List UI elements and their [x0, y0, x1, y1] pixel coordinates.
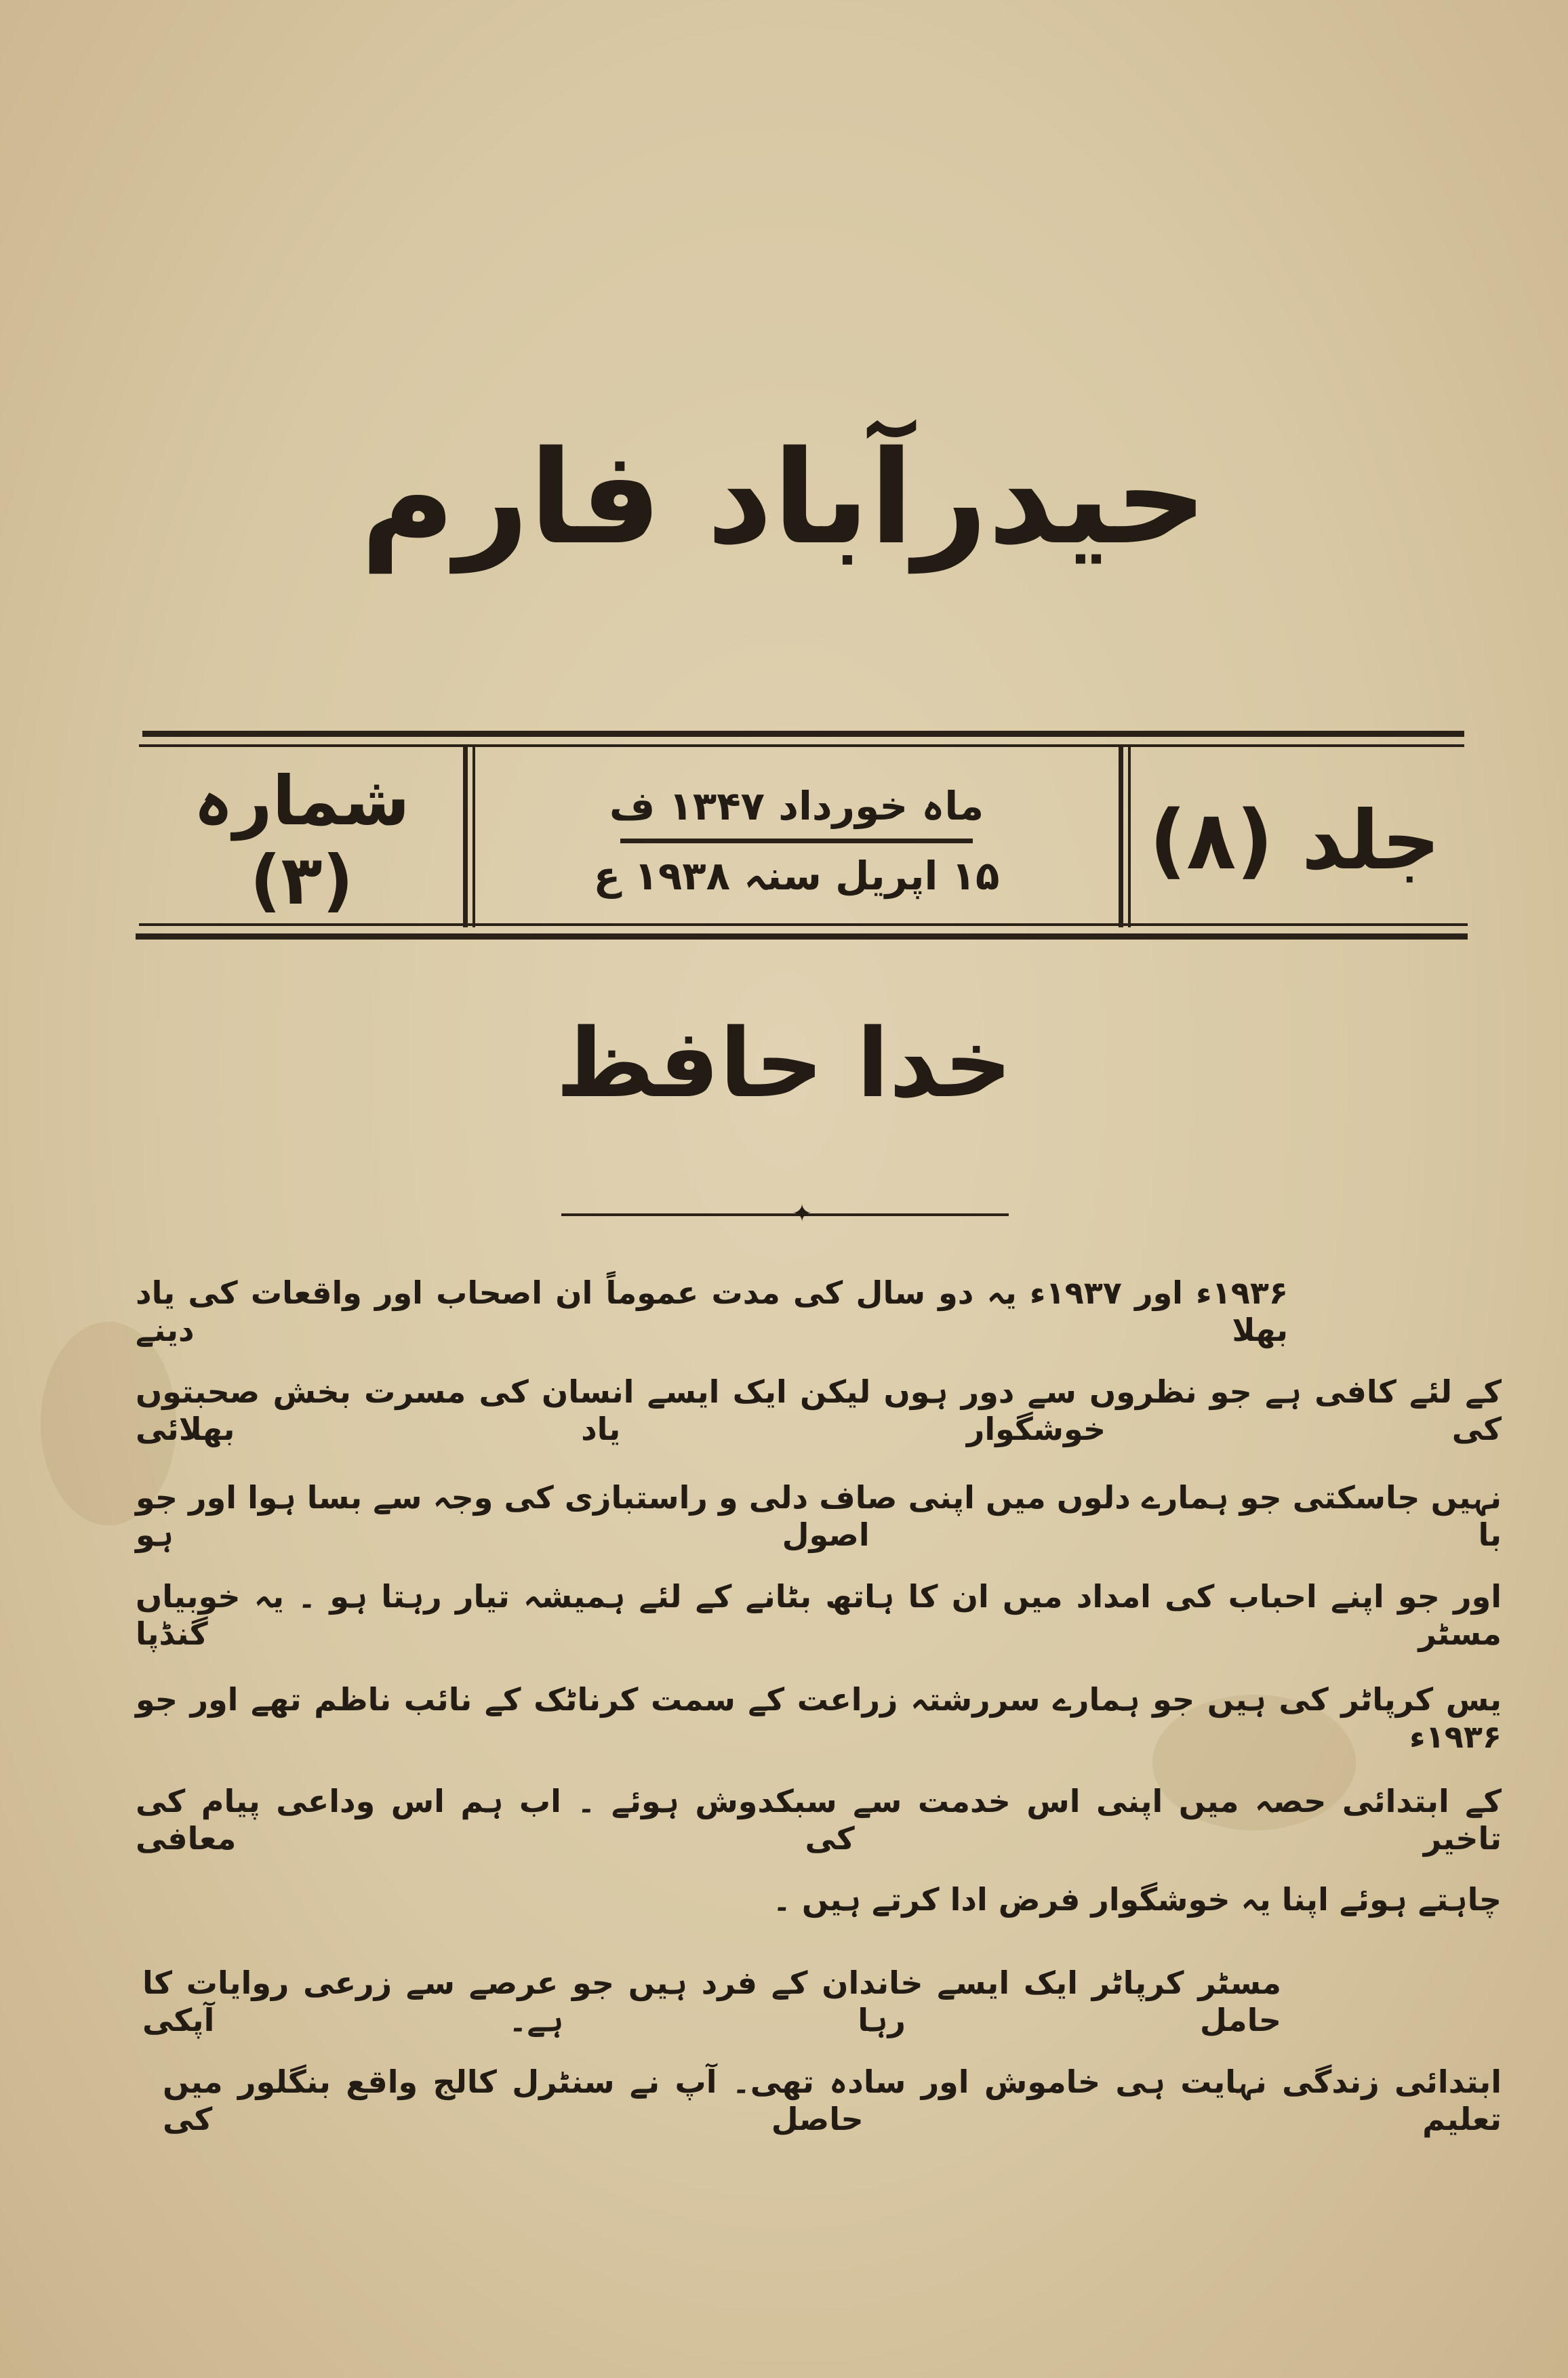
- body-line: کے لئے کافی ہے جو نظروں سے دور ہوں لیکن ایک ایسے انسان کی مسرت بخش صحبتوں کی خوشگوار یاد بھلائی: [136, 1373, 1502, 1448]
- separator-rule: [561, 1213, 1009, 1216]
- body-line: ۱۹۳۶ء اور ۱۹۳۷ء یہ دو سال کی مدت عموماً ان اصحاب اور واقعات کی یاد بھلا دینے: [136, 1274, 1288, 1349]
- issue-number: شمارہ (۳): [193, 761, 410, 920]
- bottom-rule: [136, 933, 1468, 940]
- journal-title: حیدرآباد فارم: [360, 423, 1208, 573]
- divider: [463, 744, 468, 927]
- divider: [1128, 744, 1131, 927]
- top-rule: [142, 731, 1464, 737]
- body-line: اور جو اپنے احباب کی امداد میں ان کا ہاتھ بٹانے کے لئے ہمیشہ تیار رہتا ہو ۔ یہ خوبیاں مسٹر گنڈپا: [136, 1578, 1502, 1653]
- body-line: ابتدائی زندگی نہایت ہی خاموش اور سادہ تھی۔ آپ نے سنٹرل کالج واقع بنگلور میں تعلیم حاصل کی: [163, 2063, 1502, 2138]
- date-gregorian: ۱۵ اپریل سنہ ۱۹۳۸ ع: [593, 852, 1000, 899]
- date-fasli: ماہ خورداد ۱۳۴۷ ف: [609, 782, 984, 829]
- article-heading: خدا حافظ: [555, 1009, 1013, 1119]
- volume-number: جلد (۸): [1149, 793, 1441, 888]
- issue-date: [475, 752, 1119, 929]
- divider: [1119, 744, 1123, 927]
- body-line: نہیں جاسکتی جو ہمارے دلوں میں اپنی صاف دلی و راستبازی کی وجہ سے بسا ہوا اور جو با اصول ہو: [136, 1479, 1502, 1554]
- body-line: مسٹر کرپاٹر ایک ایسے خاندان کے فرد ہیں جو عرصے سے زرعی روایات کا حامل رہا ہے۔ آپکی: [142, 1964, 1281, 2039]
- body-line: چاہتے ہوئے اپنا یہ خوشگوار فرض ادا کرتے ہیں ۔: [772, 1881, 1502, 1918]
- date-rule: [620, 839, 973, 843]
- top-rule-thin: [139, 744, 1464, 747]
- body-line: کے ابتدائی حصہ میں اپنی اس خدمت سے سبکدوش ہوئے ۔ اب ہم اس وداعی پیام کی تاخیر کی معافی: [136, 1783, 1502, 1857]
- separator-ornament-icon: ✦: [792, 1200, 813, 1228]
- body-line: یس کرپاٹر کی ہیں جو ہمارے سررشتہ زراعت کے سمت کرناٹک کے نائب ناظم تھے اور جو ۱۹۳۶ء: [136, 1681, 1502, 1756]
